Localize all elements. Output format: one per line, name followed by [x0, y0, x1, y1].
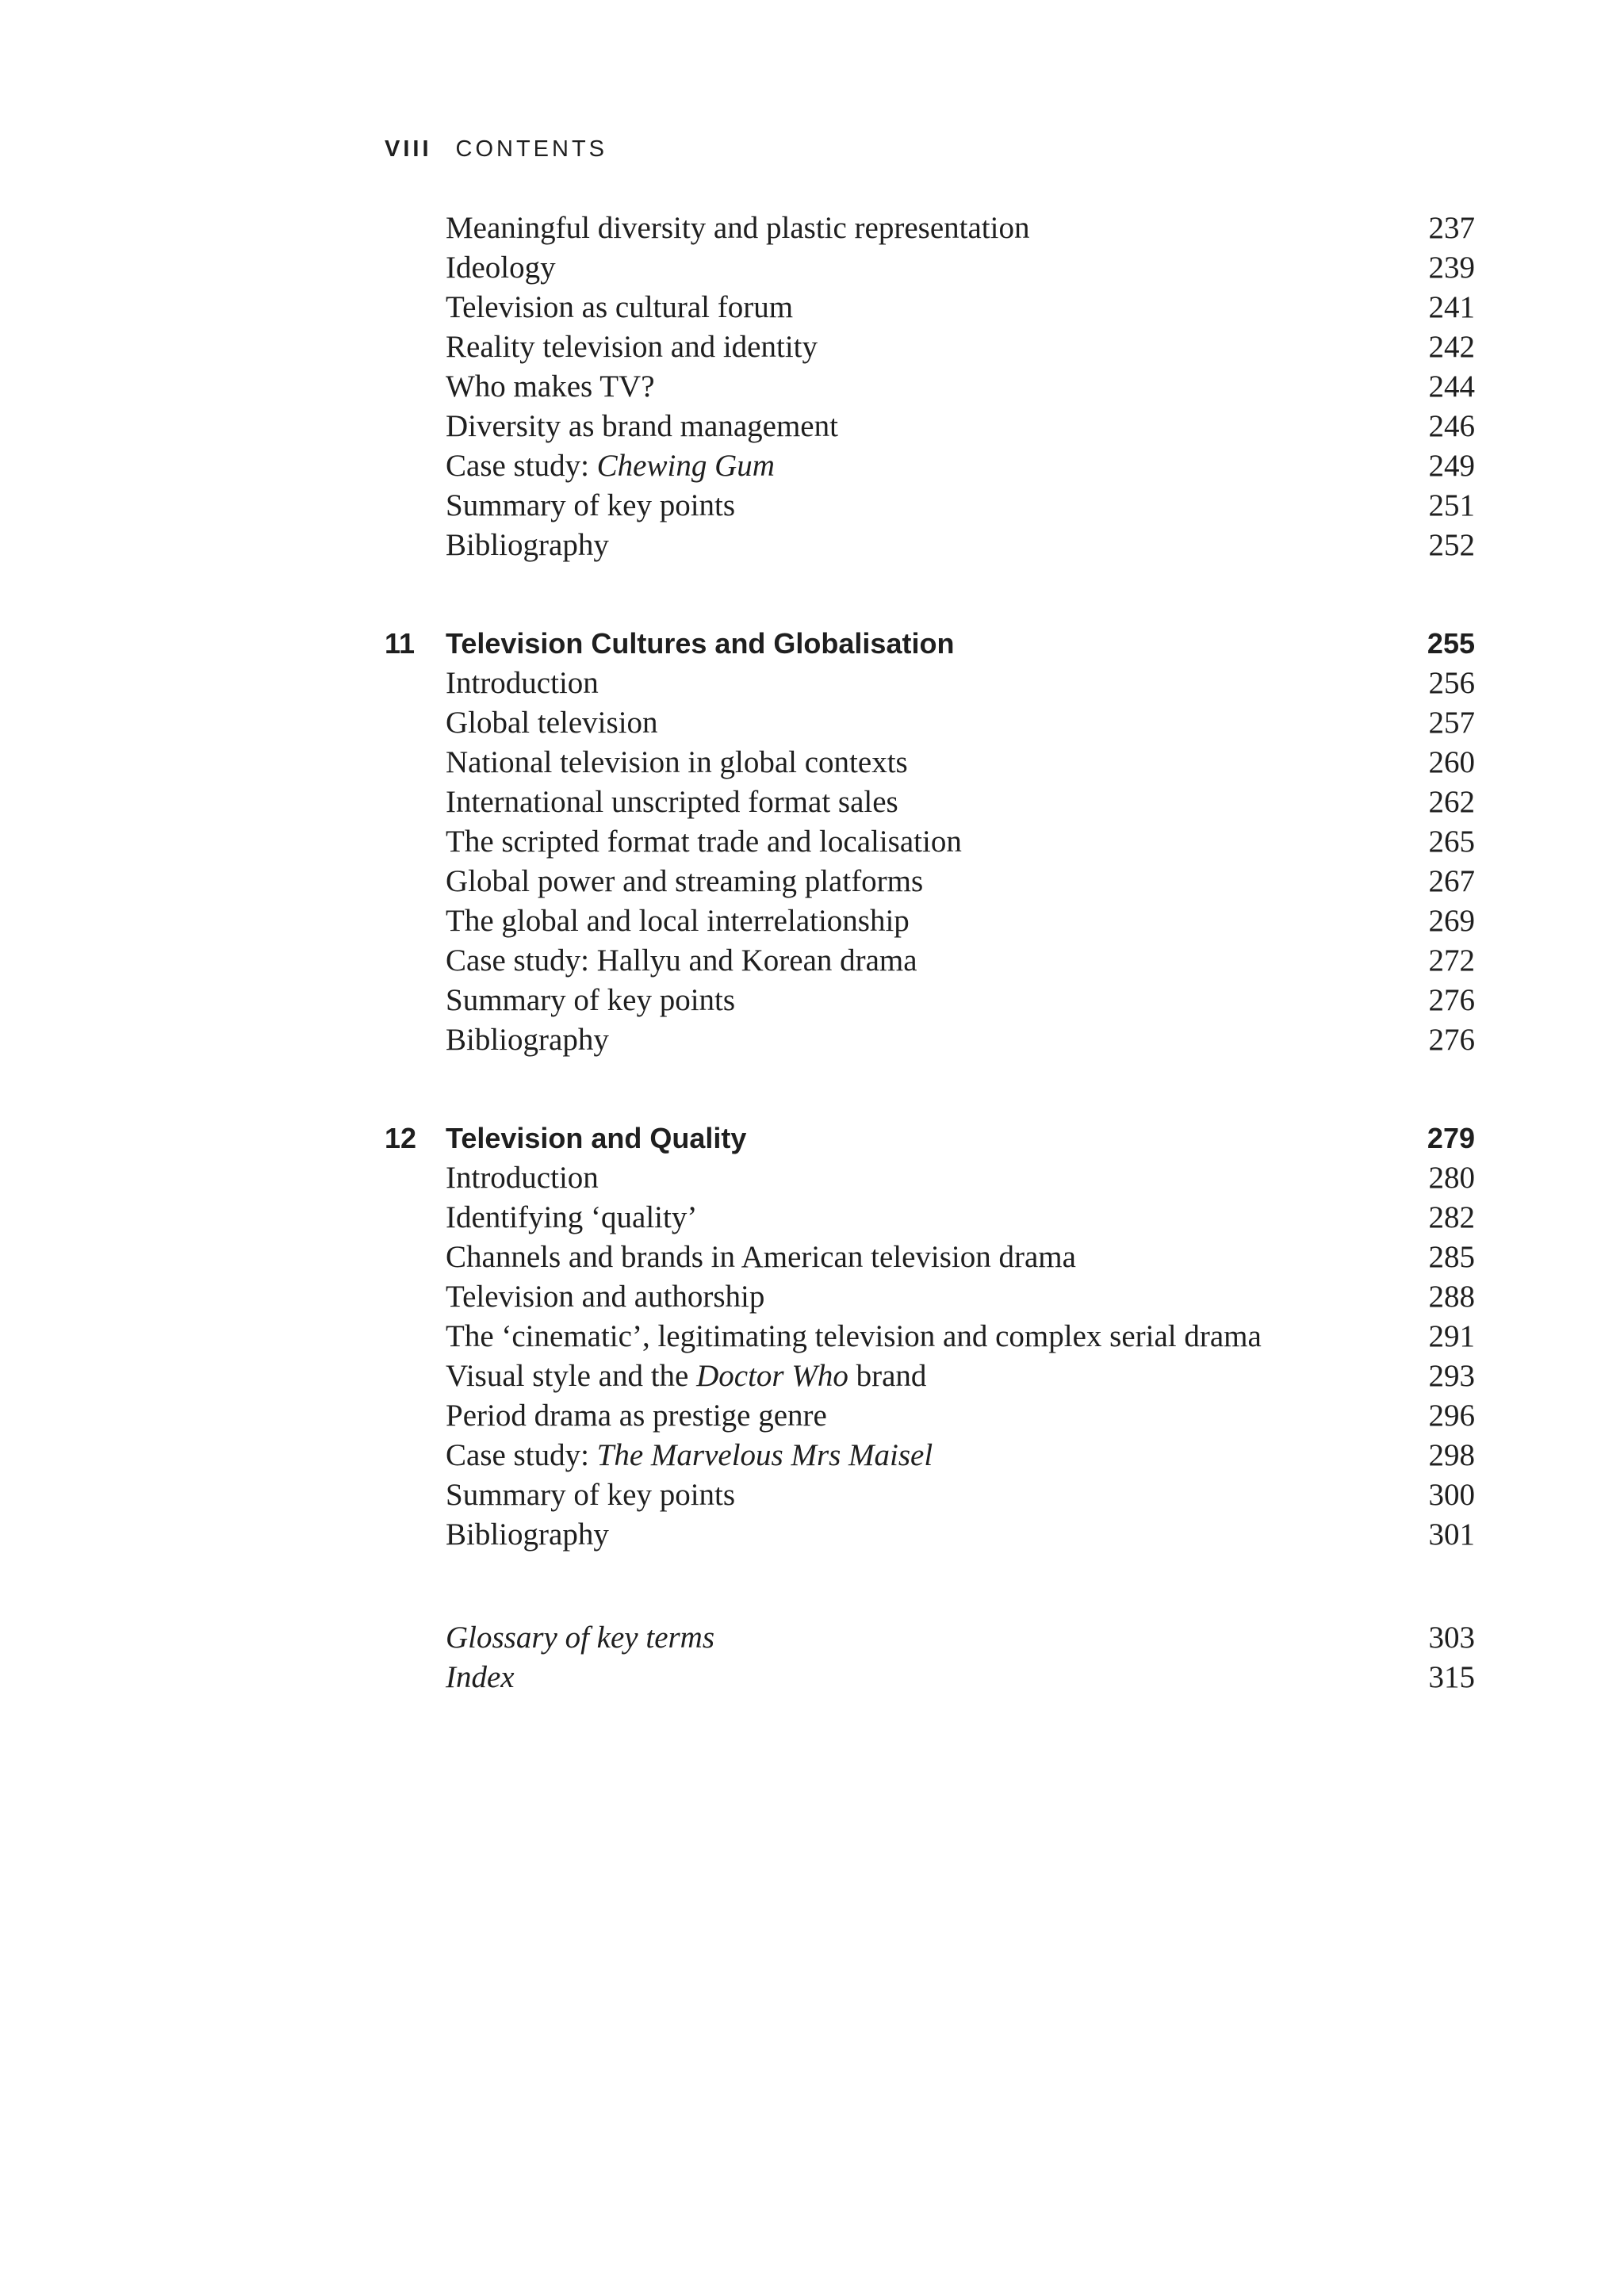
toc-entry-title-italic: Chewing Gum [596, 449, 775, 483]
toc-entry-title: Diversity as brand management [446, 409, 838, 443]
chapter-number: 12 [385, 1122, 417, 1154]
chapter-page: 279 [1427, 1122, 1475, 1154]
toc-entry[interactable] [385, 822, 1475, 862]
toc-entry-page: 272 [1428, 943, 1475, 978]
toc-entry-title: Reality television and identity [446, 330, 818, 364]
page-folio: VIII [385, 136, 432, 162]
toc-entry-page: 285 [1428, 1240, 1475, 1274]
toc-entry-title [446, 1436, 933, 1475]
chapter-number: 11 [385, 627, 416, 660]
toc-entry-page: 244 [1428, 369, 1475, 404]
toc-entry-title: Television as cultural forum [446, 290, 794, 324]
toc-entry[interactable] [385, 407, 1475, 446]
toc-entry-page: 282 [1428, 1200, 1475, 1234]
toc-entry-page: 291 [1428, 1319, 1475, 1353]
toc-entry[interactable] [385, 367, 1475, 407]
toc-entry-page: 288 [1428, 1280, 1475, 1314]
toc-entry-page: 276 [1428, 983, 1475, 1017]
toc-entry-page: 251 [1428, 488, 1475, 522]
toc-entry-page: 242 [1428, 330, 1475, 364]
toc-entry[interactable] [385, 209, 1475, 248]
running-head [385, 133, 607, 165]
toc-entry[interactable] [385, 288, 1475, 327]
toc-chapter-heading[interactable] [385, 624, 1475, 664]
toc-entry-page: 276 [1428, 1023, 1475, 1057]
toc-entry-page: 239 [1428, 251, 1475, 285]
toc-entry-title: Glossary of key terms [446, 1621, 715, 1655]
toc-entry-title: Introduction [446, 1161, 599, 1195]
toc-entry-page: 315 [1428, 1660, 1475, 1694]
toc-entry-page: 260 [1428, 745, 1475, 779]
toc-entry-title: Summary of key points [446, 1478, 736, 1512]
toc-entry-title: Channels and brands in American television drama [446, 1240, 1076, 1274]
toc-entry-title: Global television [446, 706, 658, 740]
toc-entry-page: 269 [1428, 904, 1475, 938]
toc-entry-title: Identifying ‘quality’ [446, 1200, 698, 1234]
toc-entry-title-italic: Doctor Who [696, 1359, 848, 1393]
toc-entry-title: Television and authorship [446, 1280, 765, 1314]
toc-entry-title: Who makes TV? [446, 369, 655, 404]
toc-entry-page: 303 [1428, 1621, 1475, 1655]
toc-entry[interactable] [385, 248, 1475, 288]
toc-entry-page: 257 [1428, 706, 1475, 740]
toc-entry-title: Ideology [446, 251, 556, 285]
toc-entry[interactable] [385, 901, 1475, 941]
toc-entry[interactable] [385, 526, 1475, 565]
toc-entry-title: Summary of key points [446, 488, 736, 522]
toc-entry[interactable] [385, 743, 1475, 783]
toc-entry-page: 267 [1428, 864, 1475, 898]
toc-entry-title: Index [446, 1660, 515, 1694]
toc-entry-page: 300 [1428, 1478, 1475, 1512]
toc-entry[interactable] [385, 664, 1475, 703]
toc-entry-title: Bibliography [446, 1023, 609, 1057]
toc-entry-title: The scripted format trade and localisation [446, 825, 962, 859]
toc-entry-title: Summary of key points [446, 983, 736, 1017]
toc-entry-title-prefix: Visual style and the [446, 1359, 697, 1393]
toc-entry[interactable] [385, 703, 1475, 743]
toc-entry[interactable] [385, 1198, 1475, 1238]
chapter-title: Television and Quality [446, 1122, 747, 1154]
toc-entry-title-prefix: Case study: [446, 449, 597, 483]
toc-entry-title [446, 1357, 926, 1396]
toc-entry[interactable] [385, 1158, 1475, 1198]
toc-entry-page: 246 [1428, 409, 1475, 443]
toc-entry[interactable] [385, 327, 1475, 367]
toc-entry-title-prefix: Case study: [446, 1438, 597, 1472]
toc-entry[interactable] [385, 862, 1475, 901]
toc-entry-title: National television in global contexts [446, 745, 908, 779]
toc-entry-title: Bibliography [446, 528, 609, 562]
toc-entry-title: Bibliography [446, 1517, 609, 1552]
toc-entry[interactable] [385, 1238, 1475, 1277]
toc-entry-title [446, 446, 775, 486]
toc-entry[interactable] [385, 1277, 1475, 1317]
toc-entry-page: 265 [1428, 825, 1475, 859]
toc-entry-page: 249 [1428, 449, 1475, 483]
toc-entry[interactable] [385, 1396, 1475, 1436]
toc-entry-page: 296 [1428, 1399, 1475, 1433]
toc-entry-title: The global and local interrelationship [446, 904, 910, 938]
toc-entry[interactable] [385, 1436, 1475, 1475]
toc-entry-title: Period drama as prestige genre [446, 1399, 827, 1433]
toc-entry[interactable] [385, 486, 1475, 526]
toc-entry-title: Global power and streaming platforms [446, 864, 924, 898]
toc-entry-page: 256 [1428, 666, 1475, 700]
toc-entry-title: Case study: Hallyu and Korean drama [446, 943, 917, 978]
toc-entry-title: Introduction [446, 666, 599, 700]
toc-entry-title: International unscripted format sales [446, 785, 898, 819]
toc-entry[interactable] [385, 1020, 1475, 1060]
toc-entry-title: Meaningful diversity and plastic representation [446, 211, 1030, 245]
toc-entry[interactable] [385, 1317, 1475, 1357]
toc-chapter-heading[interactable] [385, 1119, 1475, 1158]
toc-entry[interactable] [385, 446, 1475, 486]
toc-entry[interactable] [385, 783, 1475, 822]
toc-entry-page: 280 [1428, 1161, 1475, 1195]
toc-entry-title-italic: The Marvelous Mrs Maisel [596, 1438, 933, 1472]
toc-entry-page: 241 [1428, 290, 1475, 324]
toc-entry[interactable] [385, 1475, 1475, 1515]
toc-entry-page: 298 [1428, 1438, 1475, 1472]
toc-entry-page: 293 [1428, 1359, 1475, 1393]
toc-entry-page: 301 [1428, 1517, 1475, 1552]
toc-back-matter-entry[interactable] [385, 1618, 1475, 1658]
toc-entry-title-suffix: brand [848, 1359, 927, 1393]
toc-entry[interactable] [385, 981, 1475, 1020]
chapter-title: Television Cultures and Globalisation [446, 627, 955, 660]
toc-entry[interactable] [385, 1515, 1475, 1555]
toc-entry-title: The ‘cinematic’, legitimating television and complex serial drama [446, 1319, 1262, 1353]
toc-entry[interactable] [385, 941, 1475, 981]
toc-entry[interactable] [385, 1357, 1475, 1396]
running-head-section: CONTENTS [455, 136, 608, 162]
toc-back-matter-entry[interactable] [385, 1658, 1475, 1697]
toc-entry-page: 262 [1428, 785, 1475, 819]
toc-entry-page: 237 [1428, 211, 1475, 245]
chapter-page: 255 [1427, 627, 1475, 660]
toc-entry-page: 252 [1428, 528, 1475, 562]
